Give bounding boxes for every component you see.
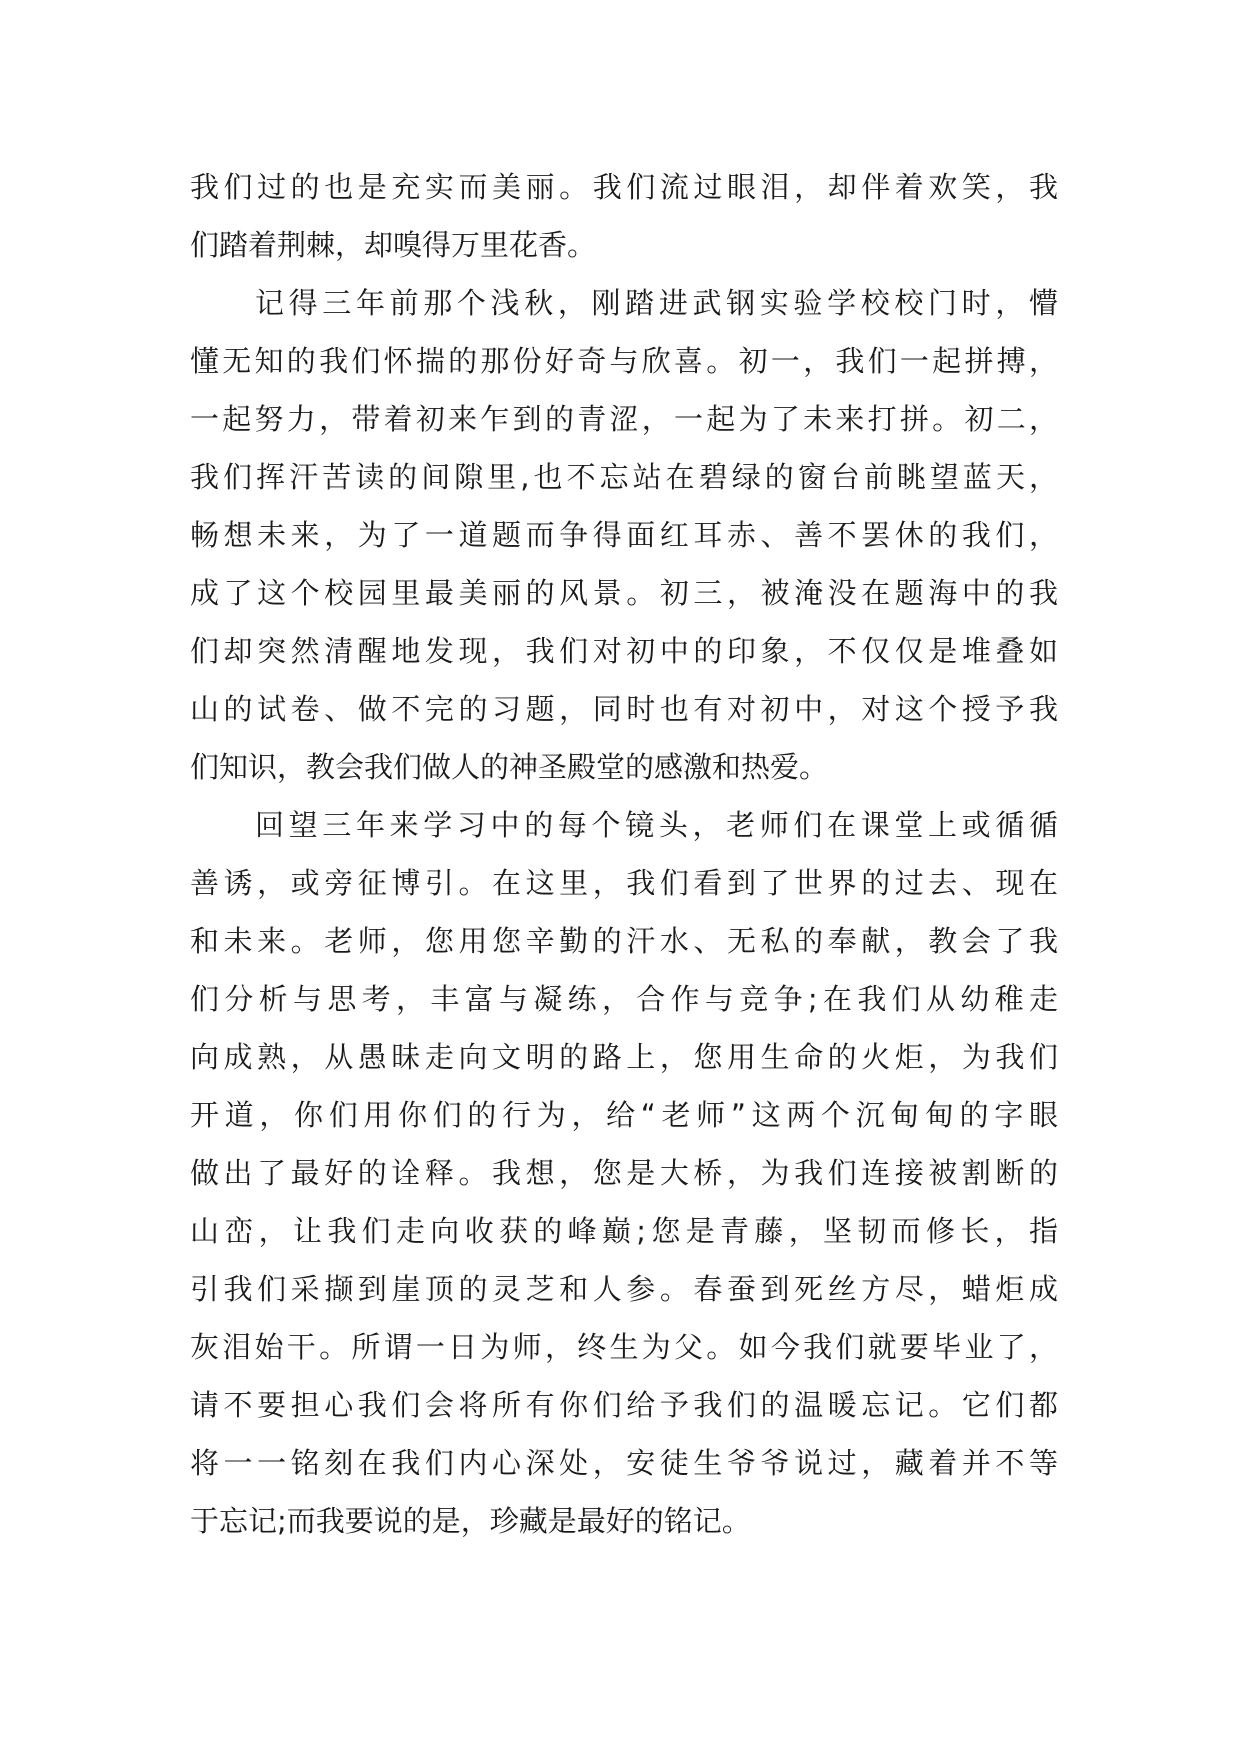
text-line: 和未来。老师，您用您辛勤的汗水、无私的奉献，教会了我 bbox=[190, 924, 1058, 958]
text-line: 记得三年前那个浅秋，刚踏进武钢实验学校校门时，懵 bbox=[255, 286, 1058, 320]
paragraph bbox=[190, 274, 1058, 796]
text-line: 请不要担心我们会将所有你们给予我们的温暖忘记。它们都 bbox=[190, 1388, 1058, 1422]
text-line: 做出了最好的诠释。我想，您是大桥，为我们连接被割断的 bbox=[190, 1156, 1058, 1190]
text-line: 我们挥汗苦读的间隙里,也不忘站在碧绿的窗台前眺望蓝天， bbox=[190, 460, 1058, 494]
text-line: 善诱，或旁征博引。在这里，我们看到了世界的过去、现在 bbox=[190, 866, 1058, 900]
text-line: 一起努力，带着初来乍到的青涩，一起为了未来打拼。初二， bbox=[190, 402, 1058, 436]
paragraph bbox=[190, 796, 1058, 1550]
text-line: 山峦，让我们走向收获的峰巅;您是青藤，坚韧而修长，指 bbox=[190, 1214, 1058, 1248]
text-line: 们踏着荆棘，却嗅得万里花香。 bbox=[190, 228, 597, 262]
text-line: 我们过的也是充实而美丽。我们流过眼泪，却伴着欢笑，我 bbox=[190, 170, 1058, 204]
text-line: 山的试卷、做不完的习题，同时也有对初中，对这个授予我 bbox=[190, 692, 1058, 726]
text-line: 开道，你们用你们的行为，给“老师”这两个沉甸甸的字眼 bbox=[190, 1098, 1058, 1132]
text-line: 灰泪始干。所谓一日为师，终生为父。如今我们就要毕业了， bbox=[190, 1330, 1058, 1364]
text-line: 向成熟，从愚昧走向文明的路上，您用生命的火炬，为我们 bbox=[190, 1040, 1058, 1074]
text-line: 们分析与思考，丰富与凝练，合作与竞争;在我们从幼稚走 bbox=[190, 982, 1058, 1016]
text-line: 们却突然清醒地发现，我们对初中的印象，不仅仅是堆叠如 bbox=[190, 634, 1058, 668]
document-body bbox=[190, 158, 1058, 1550]
paragraph bbox=[190, 158, 1058, 274]
text-line: 畅想未来，为了一道题而争得面红耳赤、善不罢休的我们， bbox=[190, 518, 1058, 552]
text-line: 引我们采撷到崖顶的灵芝和人参。春蚕到死丝方尽，蜡炬成 bbox=[190, 1272, 1058, 1306]
text-line: 们知识，教会我们做人的神圣殿堂的感激和热爱。 bbox=[190, 750, 829, 784]
text-line: 懂无知的我们怀揣的那份好奇与欣喜。初一，我们一起拼搏， bbox=[190, 344, 1058, 378]
text-line: 于忘记;而我要说的是，珍藏是最好的铭记。 bbox=[190, 1504, 751, 1538]
text-line: 成了这个校园里最美丽的风景。初三，被淹没在题海中的我 bbox=[190, 576, 1058, 610]
text-line: 将一一铭刻在我们内心深处，安徒生爷爷说过，藏着并不等 bbox=[190, 1446, 1058, 1480]
text-line: 回望三年来学习中的每个镜头，老师们在课堂上或循循 bbox=[255, 808, 1058, 842]
